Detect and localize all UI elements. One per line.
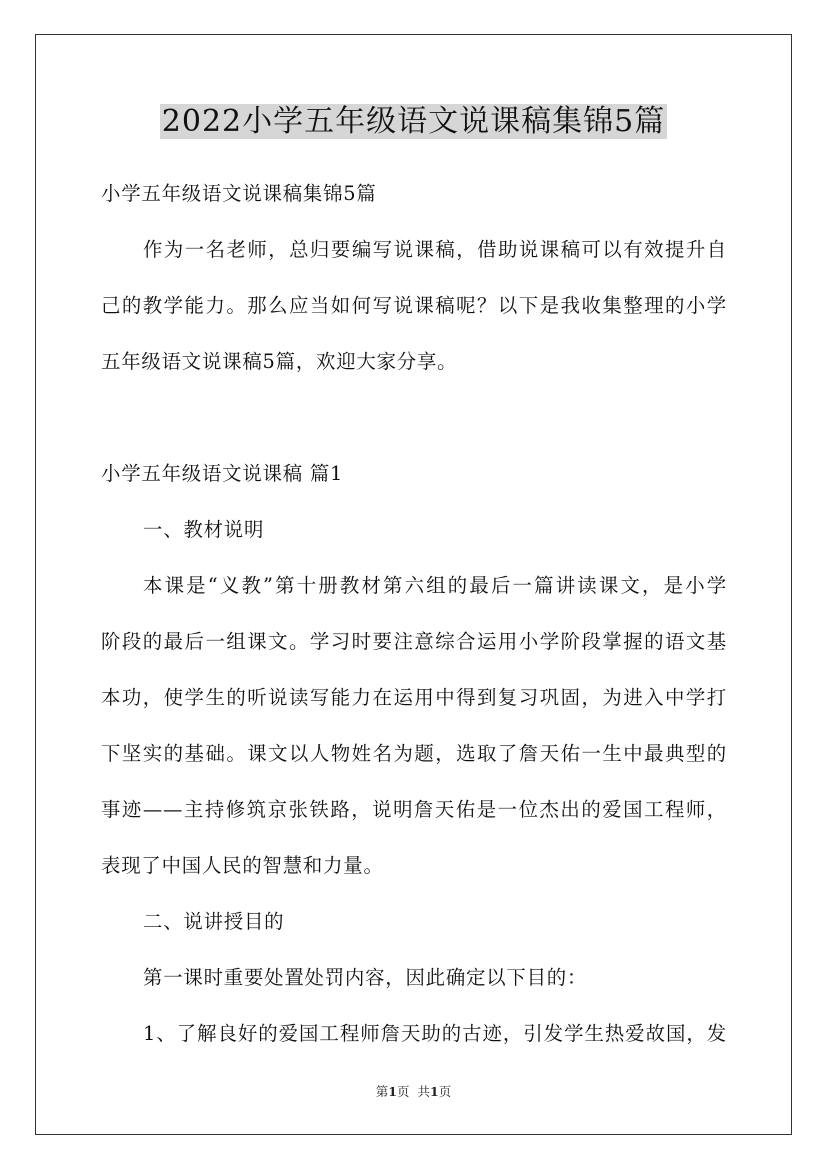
document-title-text: 2022小学五年级语文说课稿集锦5篇 [161, 104, 666, 139]
body-paragraph-line: 本课是“义教”第十册教材第六组的最后一篇讲读课文，是小学 [143, 574, 727, 597]
page-current-number: 1 [388, 1084, 397, 1099]
blank-line [101, 390, 727, 446]
body-paragraph-line: 本功，使学生的听说读写能力在运用中得到复习巩固，为进入中学打 [101, 686, 727, 709]
section-heading: 小学五年级语文说课稿 篇1 [101, 462, 344, 485]
page-total-number: 1 [429, 1084, 439, 1099]
body-paragraph-line: 下坚实的基础。课文以人物姓名为题，选取了詹天佑一生中最典型的 [101, 742, 727, 765]
body-paragraph-line: 1、了解良好的爱国工程师詹天助的古迹，引发学生热爱故国，发 [143, 1022, 727, 1045]
page-label-prefix: 第 [375, 1084, 389, 1099]
page-label-suffix: 页 [397, 1084, 410, 1099]
intro-paragraph-line: 己的教学能力。那么应当如何写说课稿呢？以下是我收集整理的小学 [101, 294, 727, 317]
document-title [0, 100, 827, 144]
body-paragraph-line: 表现了中国人民的智慧和力量。 [101, 854, 384, 877]
document-body [101, 166, 727, 1062]
body-paragraph-line: 第一课时重要处置处罚内容，因此确定以下目的： [143, 966, 588, 989]
intro-paragraph-line: 作为一名老师，总归要编写说课稿，借助说课稿可以有效提升自 [143, 238, 727, 261]
total-label-suffix: 页 [438, 1084, 452, 1099]
part-heading-objectives: 二、说讲授目的 [143, 910, 285, 933]
total-label-prefix: 共 [417, 1084, 430, 1099]
subtitle-line: 小学五年级语文说课稿集锦5篇 [101, 182, 377, 205]
intro-paragraph-line: 五年级语文说课稿5篇，欢迎大家分享。 [101, 350, 458, 373]
page-footer [0, 1082, 827, 1102]
body-paragraph-line: 事迹——主持修筑京张铁路，说明詹天佑是一位杰出的爱国工程师， [101, 798, 727, 821]
body-paragraph-line: 阶段的最后一组课文。学习时要注意综合运用小学阶段掌握的语文基 [101, 630, 727, 653]
part-heading-textbook: 一、教材说明 [143, 518, 265, 541]
